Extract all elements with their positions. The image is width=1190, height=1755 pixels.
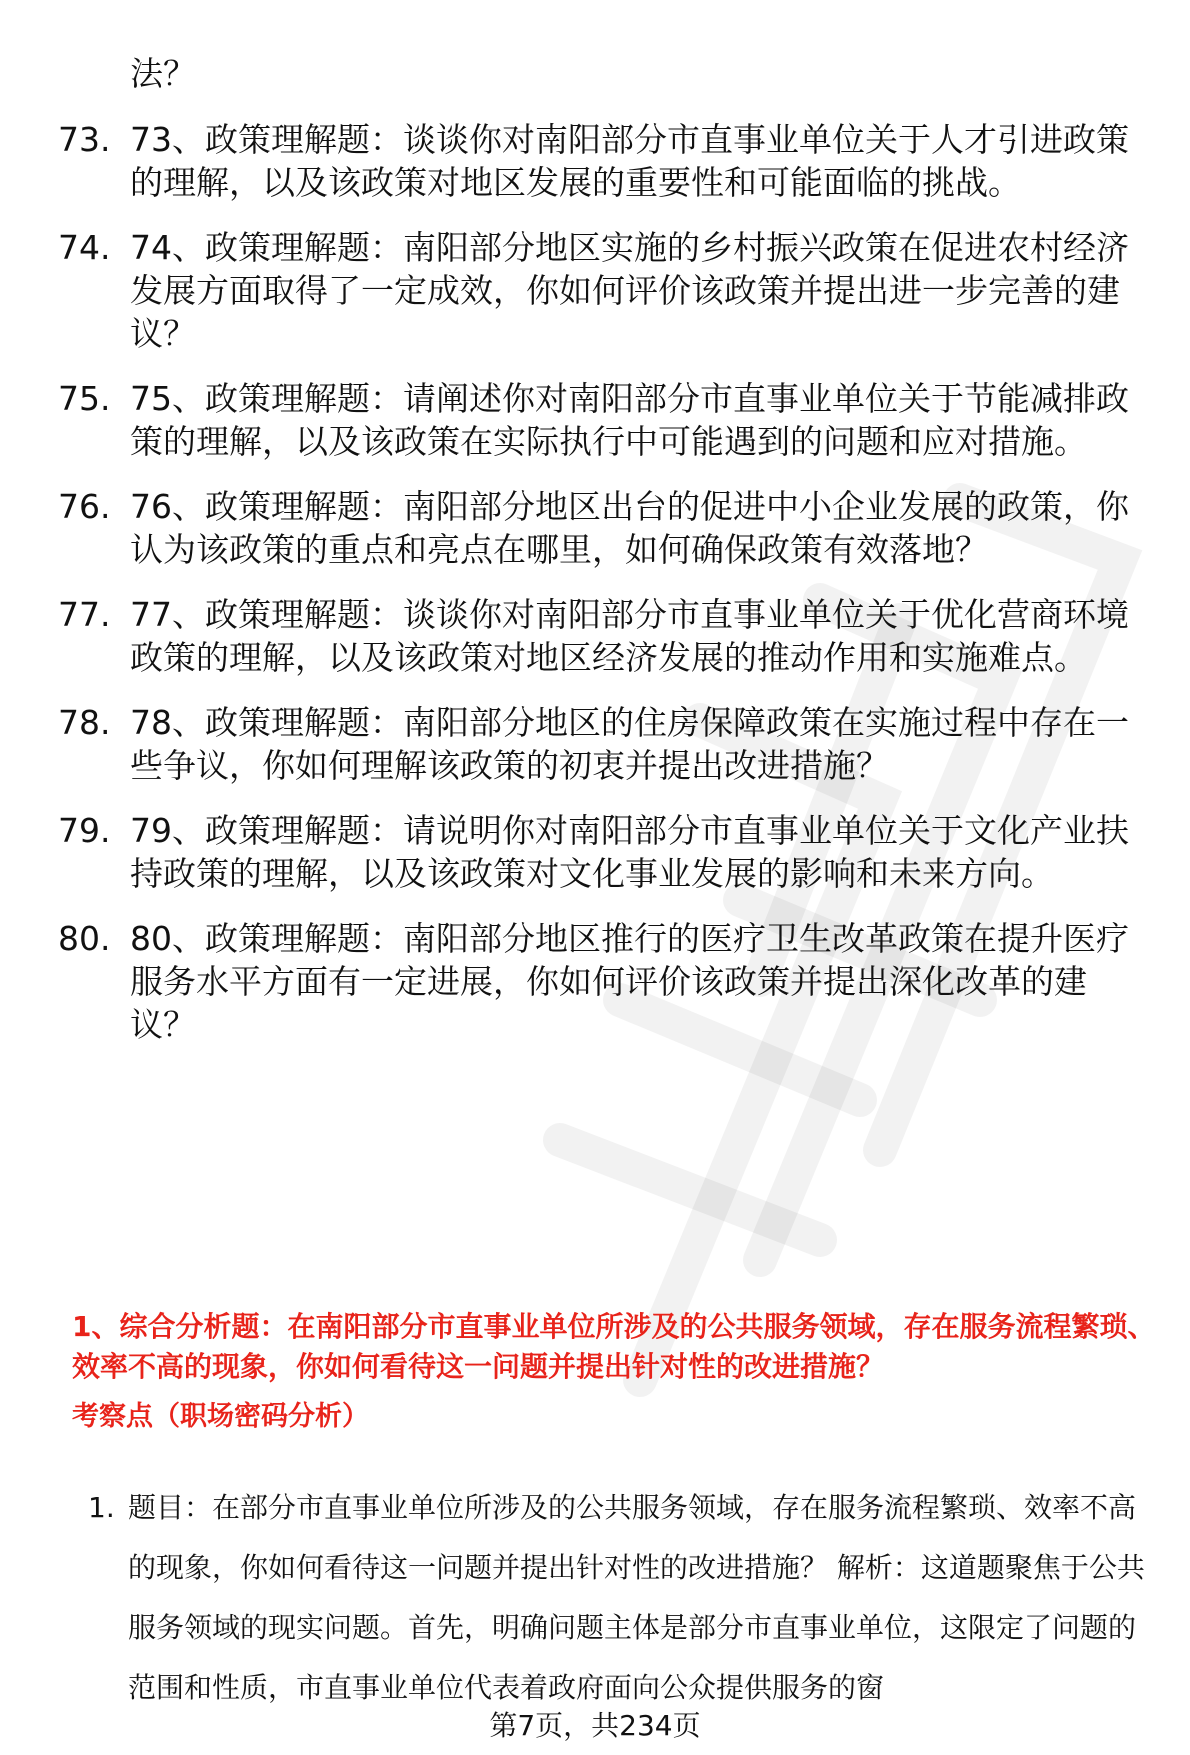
question-number: 80. (58, 919, 111, 958)
section-title: 1、综合分析题：在南阳部分市直事业单位所涉及的公共服务领域，存在服务流程繁琐、效率不高的现象，你如何看待这一问题并提出针对性的改进措施？ (72, 1310, 1156, 1383)
question-text: 75、政策理解题：请阐述你对南阳部分市直事业单位关于节能减排政策的理解，以及该政策在实际执行中可能遇到的问题和应对措施。 (130, 379, 1129, 461)
question-number: 73. (58, 120, 111, 159)
question-number: 78. (58, 703, 111, 742)
question-number: 74. (58, 228, 111, 267)
question-item (58, 701, 1148, 787)
question-item (58, 377, 1148, 463)
page-footer: 第7页，共234页 (489, 1709, 701, 1742)
continuation-text: 法？ (130, 54, 196, 93)
question-number: 75. (58, 379, 111, 418)
question-text: 76、政策理解题：南阳部分地区出台的促进中小企业发展的政策，你认为该政策的重点和亮点在哪里，如何确保政策有效落地？ (130, 487, 1129, 569)
question-item (58, 485, 1148, 571)
question-text: 78、政策理解题：南阳部分地区的住房保障政策在实施过程中存在一些争议，你如何理解该政策的初衷并提出改进措施？ (130, 703, 1129, 785)
question-item (58, 593, 1148, 679)
question-number: 76. (58, 487, 111, 526)
question-item (58, 118, 1148, 204)
question-item (58, 917, 1148, 1046)
section-subtitle: 考察点（职场密码分析） (72, 1401, 369, 1432)
question-number: 77. (58, 595, 111, 634)
question-text: 77、政策理解题：谈谈你对南阳部分市直事业单位关于优化营商环境政策的理解，以及该政策对地区经济发展的推动作用和实施难点。 (130, 595, 1129, 677)
analysis-text: 题目：在部分市直事业单位所涉及的公共服务领域，存在服务流程繁琐、效率不高的现象，你如何看待这一问题并提出针对性的改进措施？ 解析：这道题聚焦于公共服务领域的现实问题。首先，明确问题主体是部分市直事业单位，这限定了问题的范围和性质，市直事业单位代表着政府面向公众提供服务的窗 (128, 1491, 1145, 1704)
analysis-item (88, 1478, 1163, 1718)
question-number: 79. (58, 811, 111, 850)
analysis-number: 1. (88, 1491, 115, 1524)
question-list (58, 118, 1148, 1068)
question-text: 80、政策理解题：南阳部分地区推行的医疗卫生改革政策在提升医疗服务水平方面有一定进展，你如何评价该政策并提出深化改革的建议？ (130, 919, 1129, 1044)
question-item (58, 226, 1148, 355)
question-text: 73、政策理解题：谈谈你对南阳部分市直事业单位关于人才引进政策的理解，以及该政策对地区发展的重要性和可能面临的挑战。 (130, 120, 1129, 202)
question-text: 79、政策理解题：请说明你对南阳部分市直事业单位关于文化产业扶持政策的理解，以及该政策对文化事业发展的影响和未来方向。 (130, 811, 1129, 893)
question-text: 74、政策理解题：南阳部分地区实施的乡村振兴政策在促进农村经济发展方面取得了一定成效，你如何评价该政策并提出进一步完善的建议？ (130, 228, 1129, 353)
question-item (58, 809, 1148, 895)
